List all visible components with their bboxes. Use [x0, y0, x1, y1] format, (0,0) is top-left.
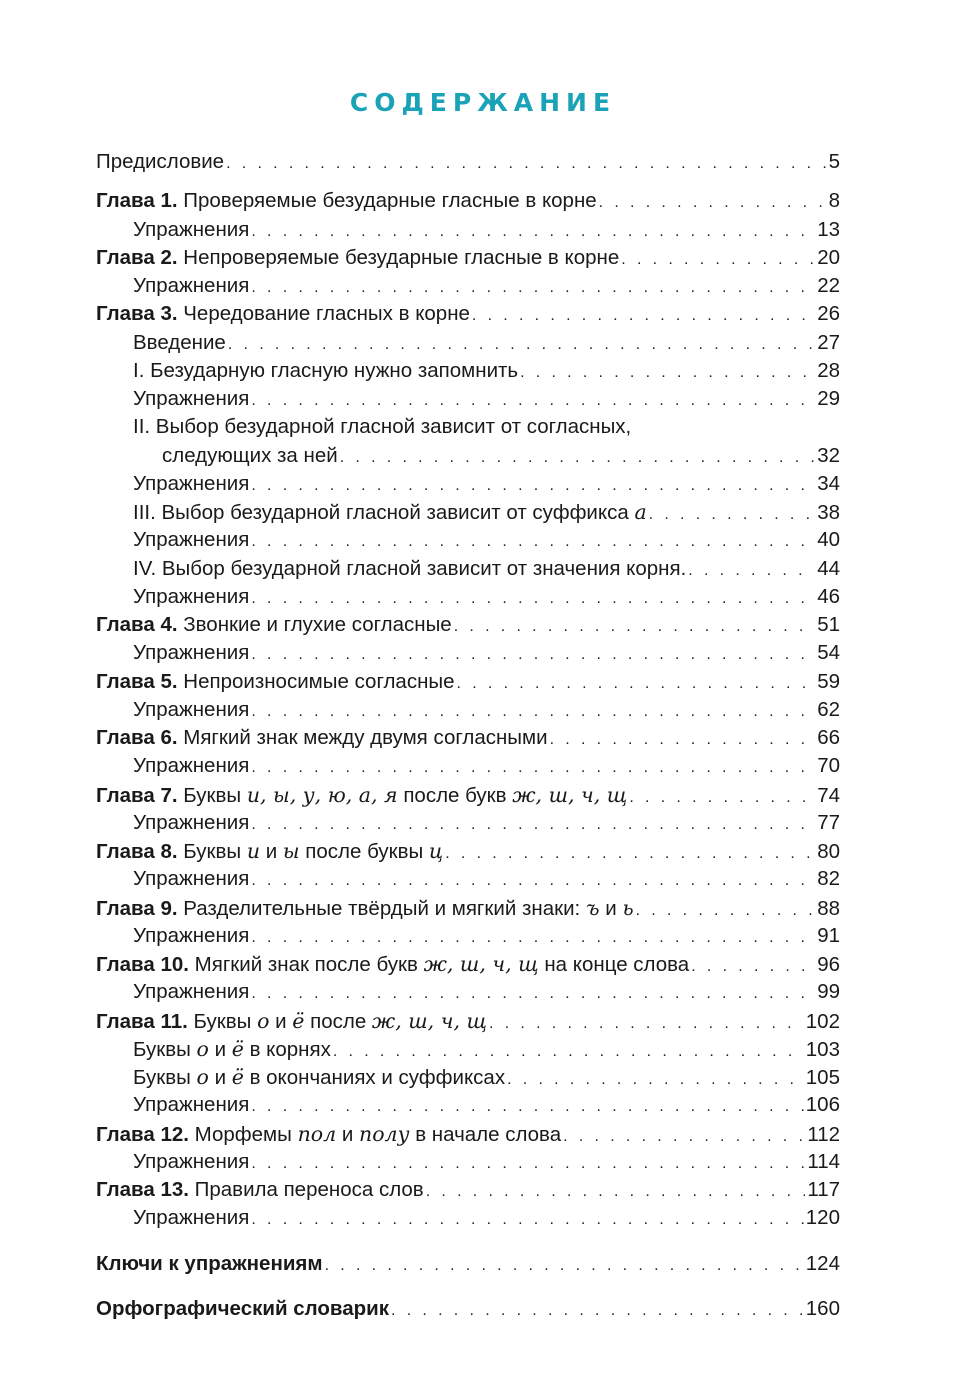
- toc-entry-preface[interactable]: Предисловие . . . 5: [96, 148, 840, 176]
- toc-entry-chapter-12-exercises[interactable]: Упражнения . . . 114: [96, 1148, 840, 1176]
- toc-entry-chapter-7[interactable]: Глава 7. Буквы и, ы, у, ю, а, я после букв ж, ш, ч, щ . . . 74: [96, 781, 840, 809]
- toc-entry-chapter-2-exercises[interactable]: Упражнения . . . 22: [96, 272, 840, 300]
- toc-entry-answer-keys[interactable]: Ключи к упражнениям . . . 124: [96, 1250, 840, 1278]
- toc-entry-chapter-3-intro[interactable]: Введение . . . 27: [96, 329, 840, 357]
- toc-entry-chapter-4[interactable]: Глава 4. Звонкие и глухие согласные . . . 51: [96, 611, 840, 639]
- toc-entry-chapter-3-section-4-exercises[interactable]: Упражнения . . . 46: [96, 583, 840, 611]
- toc-entry-chapter-3[interactable]: Глава 3. Чередование гласных в корне . . . 26: [96, 300, 840, 328]
- toc-entry-chapter-3-section-2[interactable]: следующих за ней . . . 32: [96, 442, 840, 470]
- toc-entry-chapter-3-section-3[interactable]: III. Выбор безударной гласной зависит от суффикса а . . . 38: [96, 498, 840, 526]
- toc-entry-dictionary[interactable]: Орфографический словарик . . . 160: [96, 1295, 840, 1323]
- toc-entry-chapter-9-exercises[interactable]: Упражнения . . . 91: [96, 922, 840, 950]
- toc-entry-chapter-9[interactable]: Глава 9. Разделительные твёрдый и мягкий знаки: ъ и ь . . . 88: [96, 894, 840, 922]
- toc-entry-chapter-3-section-2-exercises[interactable]: Упражнения . . . 34: [96, 470, 840, 498]
- toc-entry-chapter-6-exercises[interactable]: Упражнения . . . 70: [96, 752, 840, 780]
- toc-entry-chapter-4-exercises[interactable]: Упражнения . . . 54: [96, 639, 840, 667]
- toc-entry-chapter-7-exercises[interactable]: Упражнения . . . 77: [96, 809, 840, 837]
- toc-entry-chapter-13[interactable]: Глава 13. Правила переноса слов . . . 117: [96, 1176, 840, 1204]
- page-title: СОДЕРЖАНИЕ: [349, 88, 617, 117]
- toc-entry-chapter-8-exercises[interactable]: Упражнения . . . 82: [96, 865, 840, 893]
- toc-entry-chapter-1[interactable]: Глава 1. Проверяемые безударные гласные в корне . . . 8: [96, 187, 840, 215]
- toc-entry-chapter-8[interactable]: Глава 8. Буквы и и ы после буквы ц . . . 80: [96, 837, 840, 865]
- toc-entry-chapter-3-section-1[interactable]: I. Безударную гласную нужно запомнить . . . 28: [96, 357, 840, 385]
- toc-entry-chapter-5[interactable]: Глава 5. Непроизносимые согласные . . . 59: [96, 668, 840, 696]
- toc-entry-chapter-10[interactable]: Глава 10. Мягкий знак после букв ж, ш, ч, щ на конце слова . . . 96: [96, 950, 840, 978]
- toc-entry-chapter-11-roots[interactable]: Буквы о и ё в корнях . . . 103: [96, 1035, 840, 1063]
- toc-entry-chapter-13-exercises[interactable]: Упражнения . . . 120: [96, 1204, 840, 1232]
- toc-entry-chapter-6[interactable]: Глава 6. Мягкий знак между двумя согласными . . . 66: [96, 724, 840, 752]
- toc-entry-chapter-1-exercises[interactable]: Упражнения . . . 13: [96, 216, 840, 244]
- toc-entry-chapter-3-section-2-line1[interactable]: II. Выбор безударной гласной зависит от согласных,: [133, 415, 632, 439]
- toc-entry-chapter-3-section-4[interactable]: IV. Выбор безударной гласной зависит от значения корня. . . . 44: [96, 555, 840, 583]
- toc-entry-chapter-11[interactable]: Глава 11. Буквы о и ё после ж, ш, ч, щ . . . 102: [96, 1007, 840, 1035]
- toc-entry-chapter-10-exercises[interactable]: Упражнения . . . 99: [96, 978, 840, 1006]
- table-of-contents: [96, 148, 840, 1323]
- toc-entry-chapter-3-section-3-exercises[interactable]: Упражнения . . . 40: [96, 526, 840, 554]
- toc-entry-chapter-12[interactable]: Глава 12. Морфемы пол и полу в начале слова . . . 112: [96, 1120, 840, 1148]
- toc-entry-chapter-11-endings[interactable]: Буквы о и ё в окончаниях и суффиксах . . . 105: [96, 1063, 840, 1091]
- toc-entry-chapter-3-section-1-exercises[interactable]: Упражнения . . . 29: [96, 385, 840, 413]
- toc-entry-chapter-2[interactable]: Глава 2. Непроверяемые безударные гласные в корне . . . 20: [96, 244, 840, 272]
- toc-entry-chapter-11-exercises[interactable]: Упражнения . . . 106: [96, 1091, 840, 1119]
- toc-entry-chapter-5-exercises[interactable]: Упражнения . . . 62: [96, 696, 840, 724]
